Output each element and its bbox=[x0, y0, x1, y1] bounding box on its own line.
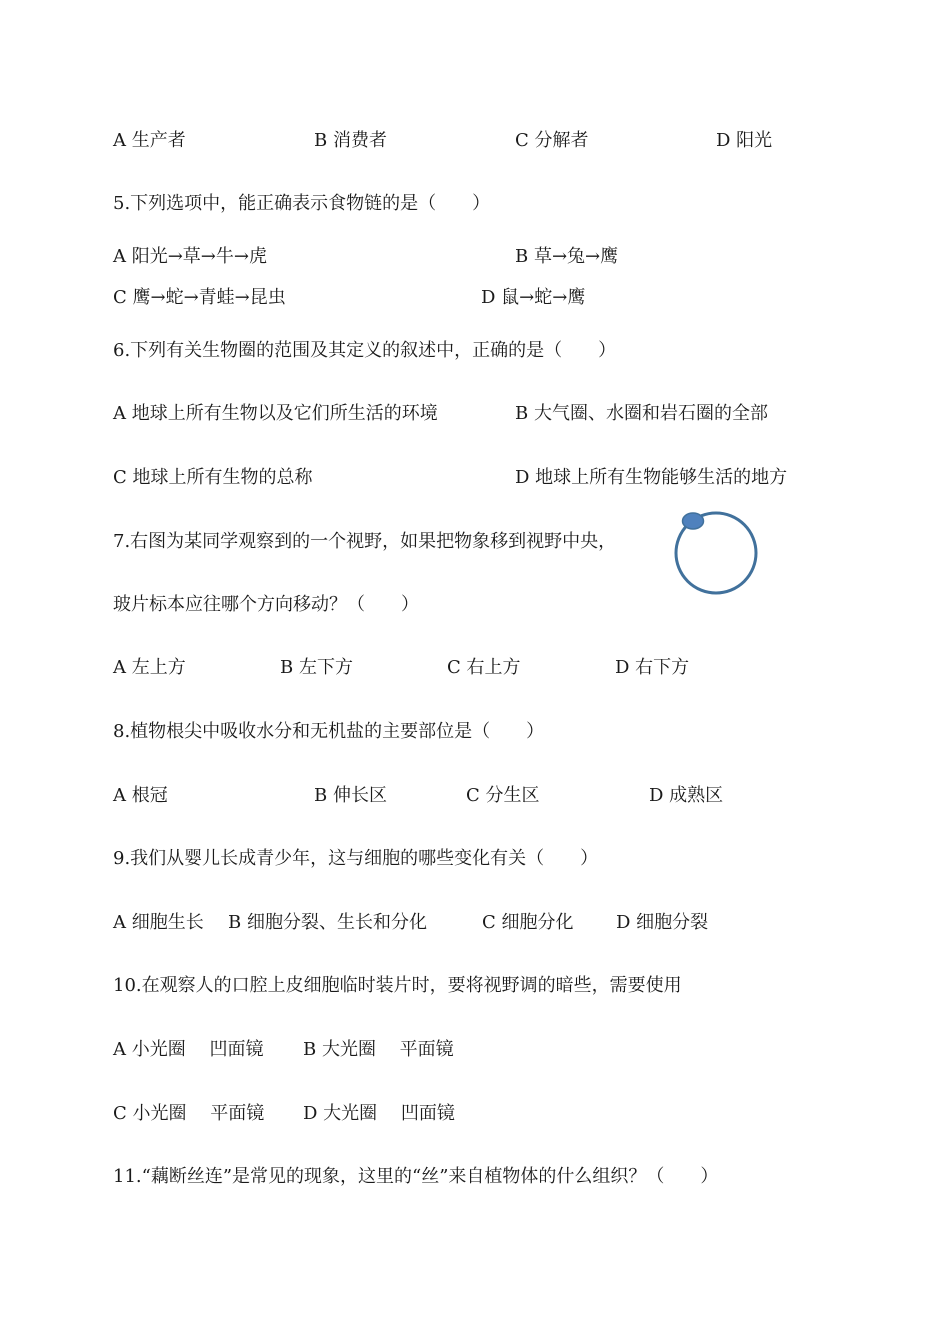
q7-option-d: D 右下方 bbox=[615, 657, 690, 678]
q5-option-c: C 鹰→蛇→青蛙→昆虫 bbox=[113, 287, 286, 308]
q4-option-d: D 阳光 bbox=[716, 130, 773, 151]
q5-option-b: B 草→兔→鹰 bbox=[515, 246, 619, 267]
q9-option-a: A 细胞生长 bbox=[113, 912, 204, 933]
q9-option-c: C 细胞分化 bbox=[482, 912, 574, 933]
q6-stem: 6.下列有关生物圈的范围及其定义的叙述中，正确的是（ ） bbox=[113, 340, 617, 361]
q9-stem: 9.我们从婴儿长成青少年，这与细胞的哪些变化有关（ ） bbox=[113, 848, 599, 869]
q4-option-c: C 分解者 bbox=[515, 130, 589, 151]
q6-option-d: D 地球上所有生物能够生活的地方 bbox=[515, 467, 788, 488]
q7-option-b: B 左下方 bbox=[280, 657, 353, 678]
q7-stem-line2: 玻片标本应往哪个方向移动？（ ） bbox=[113, 594, 419, 615]
q10-stem: 10.在观察人的口腔上皮细胞临时装片时，要将视野调的暗些，需要使用 bbox=[113, 975, 682, 996]
q4-option-a: A 生产者 bbox=[113, 130, 186, 151]
q9-option-d: D 细胞分裂 bbox=[616, 912, 709, 933]
q7-stem-line1: 7.右图为某同学观察到的一个视野，如果把物象移到视野中央， bbox=[113, 531, 617, 552]
q5-option-d: D 鼠→蛇→鹰 bbox=[481, 287, 586, 308]
q10-option-a: A 小光圈 凹面镜 bbox=[113, 1039, 264, 1060]
microscope-field-figure bbox=[670, 508, 765, 603]
q8-stem: 8.植物根尖中吸收水分和无机盐的主要部位是（ ） bbox=[113, 721, 545, 742]
q10-option-c: C 小光圈 平面镜 bbox=[113, 1103, 265, 1124]
q6-option-a: A 地球上所有生物以及它们所生活的环境 bbox=[113, 403, 438, 424]
q6-option-c: C 地球上所有生物的总称 bbox=[113, 467, 313, 488]
q4-option-b: B 消费者 bbox=[314, 130, 387, 151]
q8-option-a: A 根冠 bbox=[113, 785, 168, 806]
q5-option-a: A 阳光→草→牛→虎 bbox=[113, 246, 267, 267]
q9-option-b: B 细胞分裂、生长和分化 bbox=[228, 912, 427, 933]
q8-option-b: B 伸长区 bbox=[314, 785, 387, 806]
q8-option-c: C 分生区 bbox=[466, 785, 540, 806]
q10-option-d: D 大光圈 凹面镜 bbox=[303, 1103, 455, 1124]
q11-stem: 11.“藕断丝连”是常见的现象，这里的“丝”来自植物体的什么组织？（ ） bbox=[113, 1166, 719, 1187]
q6-option-b: B 大气圈、水圈和岩石圈的全部 bbox=[515, 403, 768, 424]
q7-option-c: C 右上方 bbox=[447, 657, 521, 678]
q5-stem: 5.下列选项中，能正确表示食物链的是（ ） bbox=[113, 193, 491, 214]
q10-option-b: B 大光圈 平面镜 bbox=[303, 1039, 454, 1060]
q8-option-d: D 成熟区 bbox=[649, 785, 724, 806]
specimen-dot bbox=[683, 513, 704, 529]
q7-option-a: A 左上方 bbox=[113, 657, 186, 678]
